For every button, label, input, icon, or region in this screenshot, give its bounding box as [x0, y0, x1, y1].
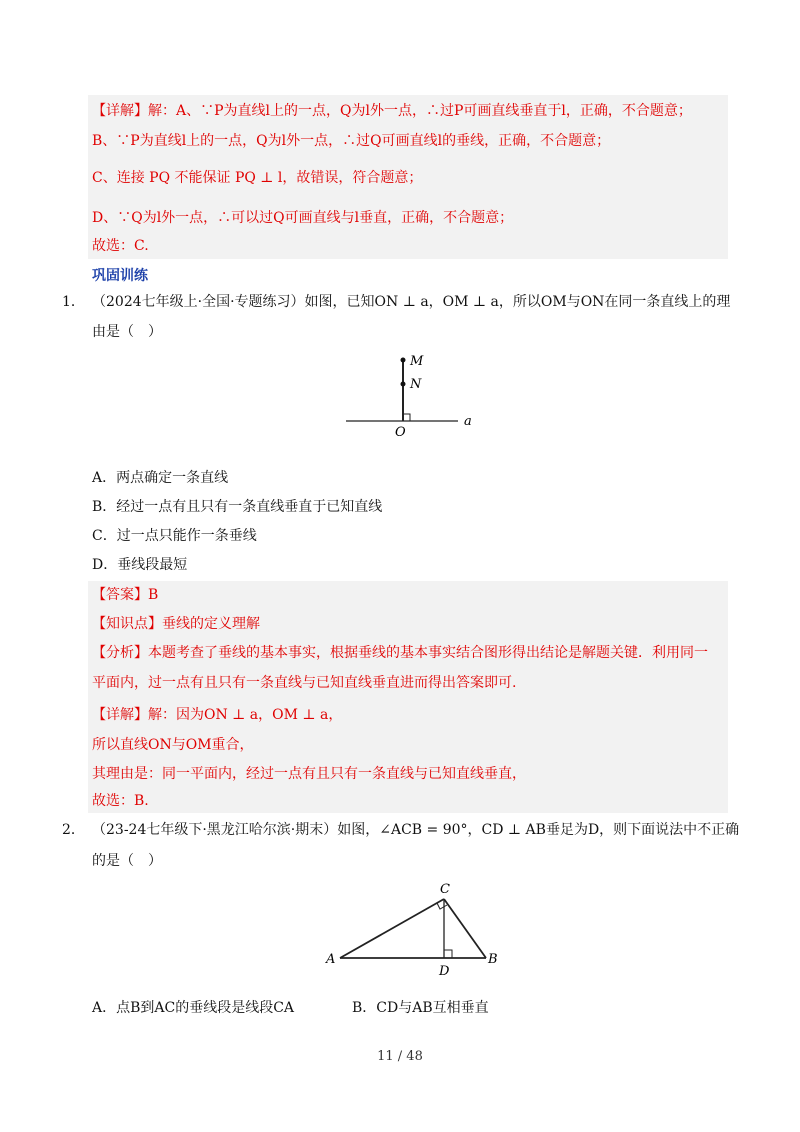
q1-text-line-1: （2024七年级上·全国·专题练习）如图，已知ON ⊥ a，OM ⊥ a，所以OM与ON在同一条直线上的理	[92, 294, 731, 310]
label-n: N	[410, 377, 422, 392]
q1-text-line-2: 由是（ ）	[92, 324, 162, 340]
explain-line-3: C、连接 PQ 不能保证 PQ ⊥ l，故错误，符合题意；	[92, 170, 423, 186]
q1-option-c: C．过一点只能作一条垂线	[92, 528, 257, 544]
q1-detail-line-3: 其理由是：同一平面内，经过一点有且只有一条直线与已知直线垂直，	[92, 766, 526, 782]
q2-number: 2．	[62, 822, 85, 838]
section-title: 巩固训练	[92, 268, 148, 284]
q1-detail-line-2: 所以直线ON与OM重合，	[92, 737, 254, 753]
q1-option-b: B．经过一点有且只有一条直线垂直于已知直线	[92, 499, 383, 515]
q1-option-d: D．垂线段最短	[92, 557, 188, 573]
label-d: D	[439, 964, 450, 979]
explain-line-1: 【详解】解：A、∵P为直线l上的一点，Q为l外一点，∴过P可画直线垂直于l，正确，不合题意；	[92, 103, 692, 119]
q2-option-a: A．点B到AC的垂线段是线段CA	[92, 1000, 295, 1016]
label-o: O	[395, 425, 406, 440]
q1-analysis-line-2: 平面内，过一点有且只有一条直线与已知直线垂直进而得出答案即可.	[92, 675, 517, 691]
q1-detail-line-4: 故选：B.	[92, 793, 149, 809]
q2-option-b: B．CD与AB互相垂直	[352, 1000, 489, 1016]
explain-line-5: 故选：C.	[92, 238, 149, 254]
explain-line-2: B、∵P为直线l上的一点，Q为l外一点，∴过Q可画直线l的垂线，正确，不合题意；	[92, 133, 611, 149]
label-m: M	[410, 354, 424, 369]
q1-number: 1．	[62, 294, 85, 310]
q1-answer: 【答案】B	[92, 587, 159, 603]
label-b: B	[488, 952, 498, 967]
q1-detail-line-1: 【详解】解：因为ON ⊥ a，OM ⊥ a，	[92, 707, 343, 723]
q1-knowledge-point: 【知识点】垂线的定义理解	[92, 616, 260, 632]
q2-text-line-2: 的是（ ）	[92, 853, 162, 869]
page-number: 11 / 48	[377, 1049, 423, 1064]
q1-option-a: A．两点确定一条直线	[92, 470, 229, 486]
q2-text-line-1: （23-24七年级下·黑龙江哈尔滨·期末）如图，∠ACB = 90°，CD ⊥ AB垂足为D，则下面说法中不正确	[92, 822, 740, 838]
q2-figure	[320, 875, 520, 980]
label-a: a	[464, 414, 472, 429]
q1-figure	[340, 350, 490, 440]
label-a: A	[326, 952, 336, 967]
label-c: C	[440, 882, 450, 897]
explain-line-4: D、∵Q为l外一点，∴可以过Q可画直线与l垂直，正确，不合题意；	[92, 210, 514, 226]
q1-analysis-line-1: 【分析】本题考查了垂线的基本事实，根据垂线的基本事实结合图形得出结论是解题关键．利用同一	[92, 645, 708, 661]
